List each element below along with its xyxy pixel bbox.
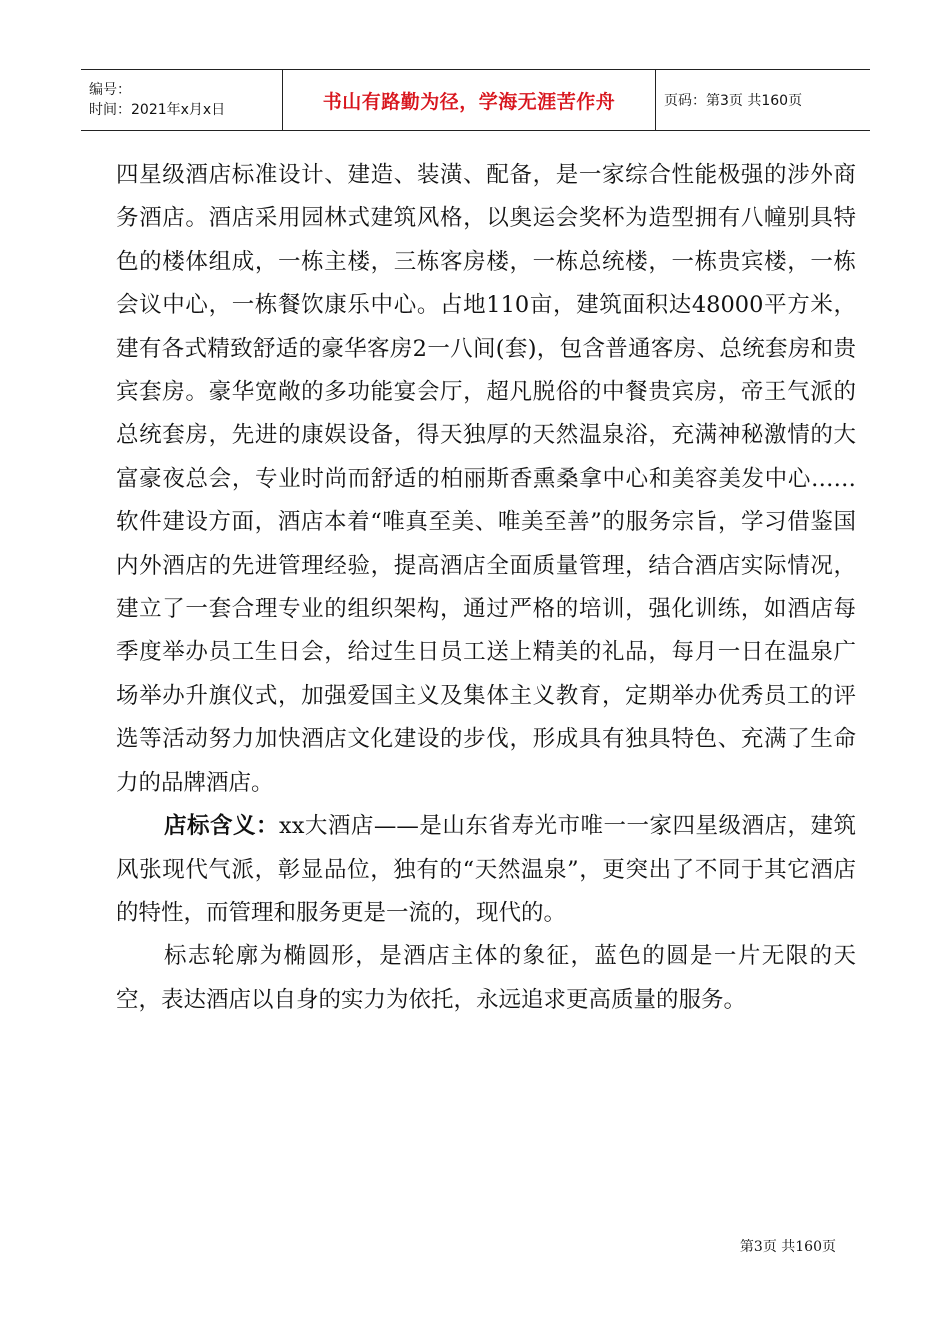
header-page-info: 页码：第3页 共160页 xyxy=(664,93,803,109)
logo-meaning-heading: 店标含义： xyxy=(164,813,280,840)
paragraph-hotel-overview: 四星级酒店标准设计、建造、装潢、配备，是一家综合性能极强的涉外商务酒店。酒店采用园林式建筑风格，以奥运会奖杯为造型拥有八幢别具特色的楼体组成，一栋主楼，三栋客房楼，一栋总统楼，一栋贵宾楼，一栋会议中心，一栋餐饮康乐中心。占地110亩，建筑面积达48000平方米，建有各式精致舒适的豪华客房2一八间(套)，包含普通客房、总统套房和贵宾套房。豪华宽敞的多功能宴会厅，超凡脱俗的中餐贵宾房，帝王气派的总统套房，先进的康娱设备，得天独厚的天然温泉浴，充满神秘激情的大富豪夜总会，专业时尚而舒适的柏丽斯香熏桑拿中心和美容美发中心……软件建设方面，酒店本着“唯真至美、唯美至善”的服务宗旨，学习借鉴国内外酒店的先进管理经验，提高酒店全面质量管理，结合酒店实际情况，建立了一套合理专业的组织架构，通过严格的培训，强化训练，如酒店每季度举办员工生日会，给过生日员工送上精美的礼品，每月一日在温泉广场举办升旗仪式，加强爱国主义及集体主义教育，定期举办优秀员工的评选等活动努力加快酒店文化建设的步伐，形成具有独具特色、充满了生命力的品牌酒店。 xyxy=(116,162,856,796)
document-body xyxy=(116,154,856,1022)
paragraph-logo-meaning xyxy=(116,805,856,935)
header-motto: 书山有路勤为径，学海无涯苦作舟 xyxy=(322,90,616,113)
page-footer: 第3页 共160页 xyxy=(739,1239,836,1255)
header-page-cell xyxy=(656,70,870,130)
header-motto-cell xyxy=(283,70,656,130)
header-meta-cell xyxy=(81,70,283,130)
logo-meaning-text: xx大酒店——是山东省寿光市唯一一家四星级酒店，建筑风张现代气派，彰显品位，独有的“天然温泉”，更突出了不同于其它酒店的特性，而管理和服务更是一流的，现代的。 xyxy=(116,813,856,926)
document-time-label: 时间：2021年x月x日 xyxy=(89,102,226,118)
paragraph-logo-outline: 标志轮廓为椭圆形，是酒店主体的象征，蓝色的圆是一片无限的天空，表达酒店以自身的实力为依托，永远追求更高质量的服务。 xyxy=(116,943,856,1013)
document-header xyxy=(81,69,870,131)
document-number-label: 编号： xyxy=(89,82,131,98)
